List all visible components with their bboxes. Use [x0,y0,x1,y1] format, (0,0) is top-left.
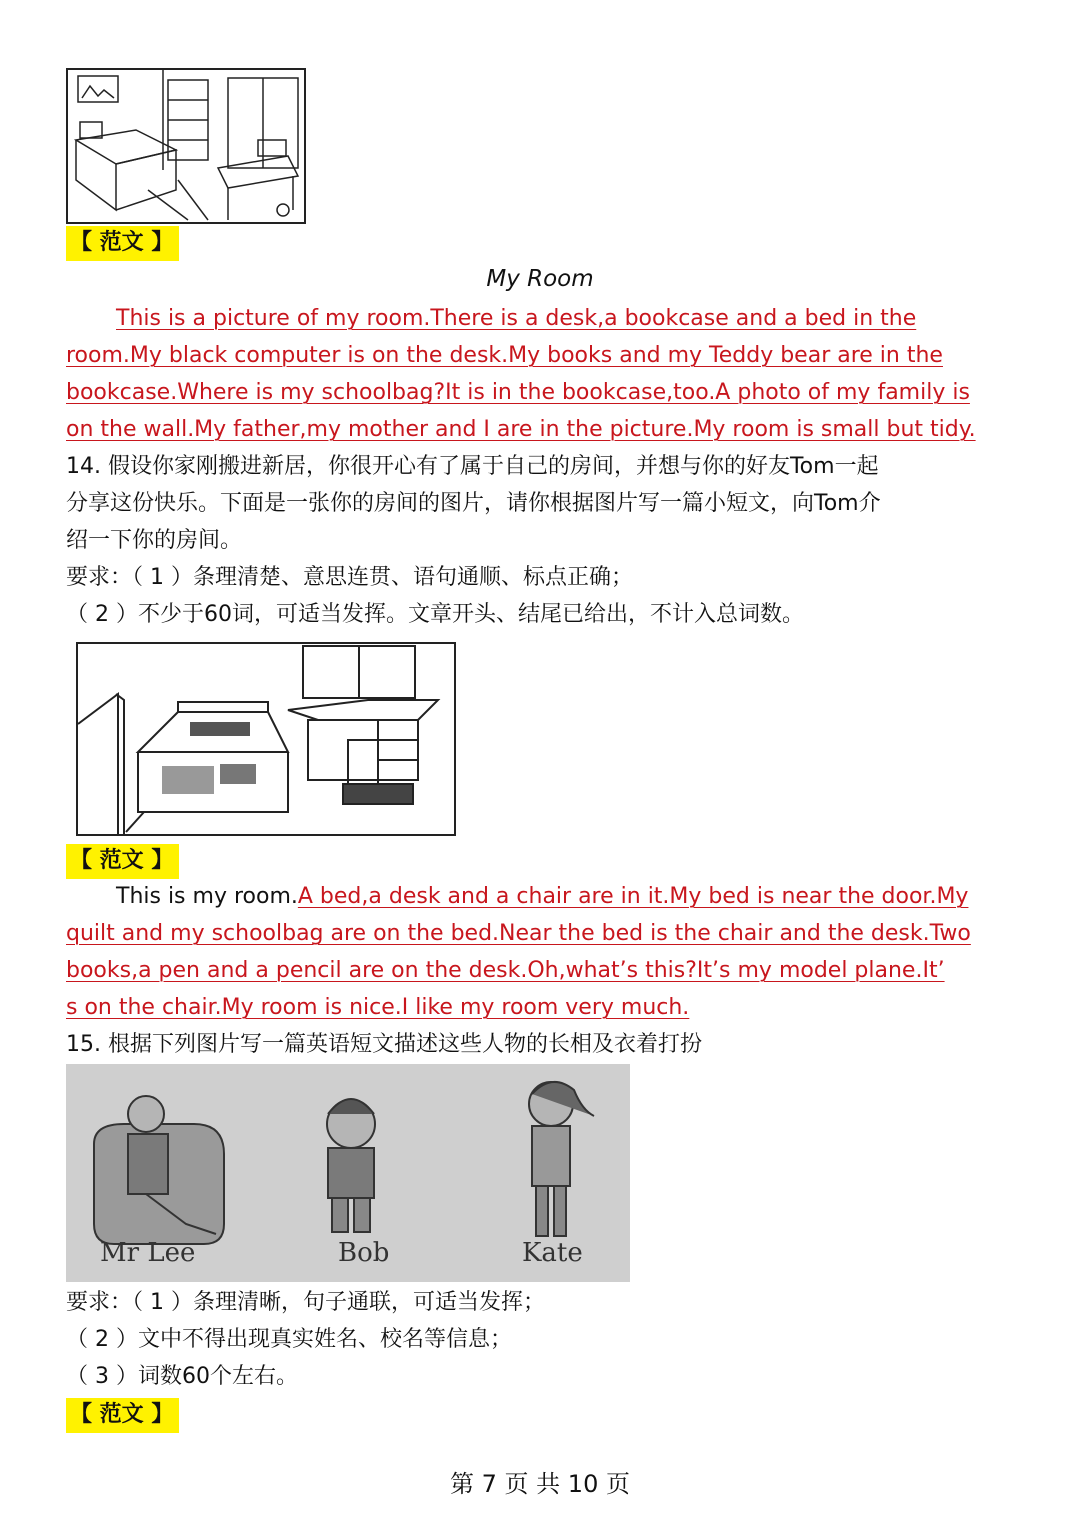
essay14-line-1-text: A bed,a desk and a chair are in it.My bed is near the door.My [297,884,969,909]
q15-requirement-2: （ 2 ）文中不得出现真实姓名、校名等信息； [66,1327,512,1352]
sample-label-2: 【 范文 】 [66,844,179,879]
sample-label-1: 【 范文 】 [66,226,179,261]
essay14-line-2: quilt and my schoolbag are on the bed.Near the bed is the chair and the desk.Two [66,921,971,946]
q14-line-3: 绍一下你的房间。 [66,528,243,553]
q14-requirement-2: （ 2 ）不少于60词，可适当发挥。文章开头、结尾已给出，不计入总词数。 [66,602,804,627]
people-illustration [66,1064,630,1282]
essay14-line-3: books,a pen and a pencil are on the desk.Oh,what’s this?It’s my model plane.It’ [66,958,945,983]
caption-mr-lee: Mr Lee [100,1238,196,1268]
essay13-line-3: bookcase.Where is my schoolbag?It is in the bookcase,too.A photo of my family is [66,380,970,405]
bedroom-illustration-2 [76,642,456,836]
caption-kate: Kate [522,1238,583,1268]
q14-line-1: 14. 假设你家刚搬进新居，你很开心有了属于自己的房间，并想与你的好友Tom一起 [66,454,879,479]
essay13-line-2: room.My black computer is on the desk.My books and my Teddy bear are in the [66,343,943,368]
sample-label-3: 【 范文 】 [66,1398,179,1433]
q15-requirement-1: 要求：（ 1 ）条理清晰，句子通联，可适当发挥； [66,1290,545,1315]
q14-line-2: 分享这份快乐。下面是一张你的房间的图片，请你根据图片写一篇小短文，向Tom介 [66,491,881,516]
caption-bob: Bob [338,1238,390,1268]
room-drawing [78,644,454,834]
essay-title: My Room [486,266,594,292]
q15-question: 15. 根据下列图片写一篇英语短文描述这些人物的长相及衣着打扮 [66,1032,702,1057]
essay14-line-4: s on the chair.My room is nice.I like my room very much. [66,995,690,1020]
essay14-line-1 [116,882,968,912]
q14-requirement-1: 要求：（ 1 ）条理清楚、意思连贯、语句通顺、标点正确； [66,565,633,590]
essay14-opening: This is my room. [116,884,298,909]
essay13-line-1: This is a picture of my room.There is a desk,a bookcase and a bed in the [116,306,917,331]
page-footer: 第 7 页 共 10 页 [450,1470,630,1498]
essay13-line-4: on the wall.My father,my mother and I are in the picture.My room is small but tidy. [66,417,976,442]
bedroom-drawing [68,70,304,222]
q15-requirement-3: （ 3 ）词数60个左右。 [66,1364,298,1389]
bedroom-illustration-1 [66,68,306,224]
